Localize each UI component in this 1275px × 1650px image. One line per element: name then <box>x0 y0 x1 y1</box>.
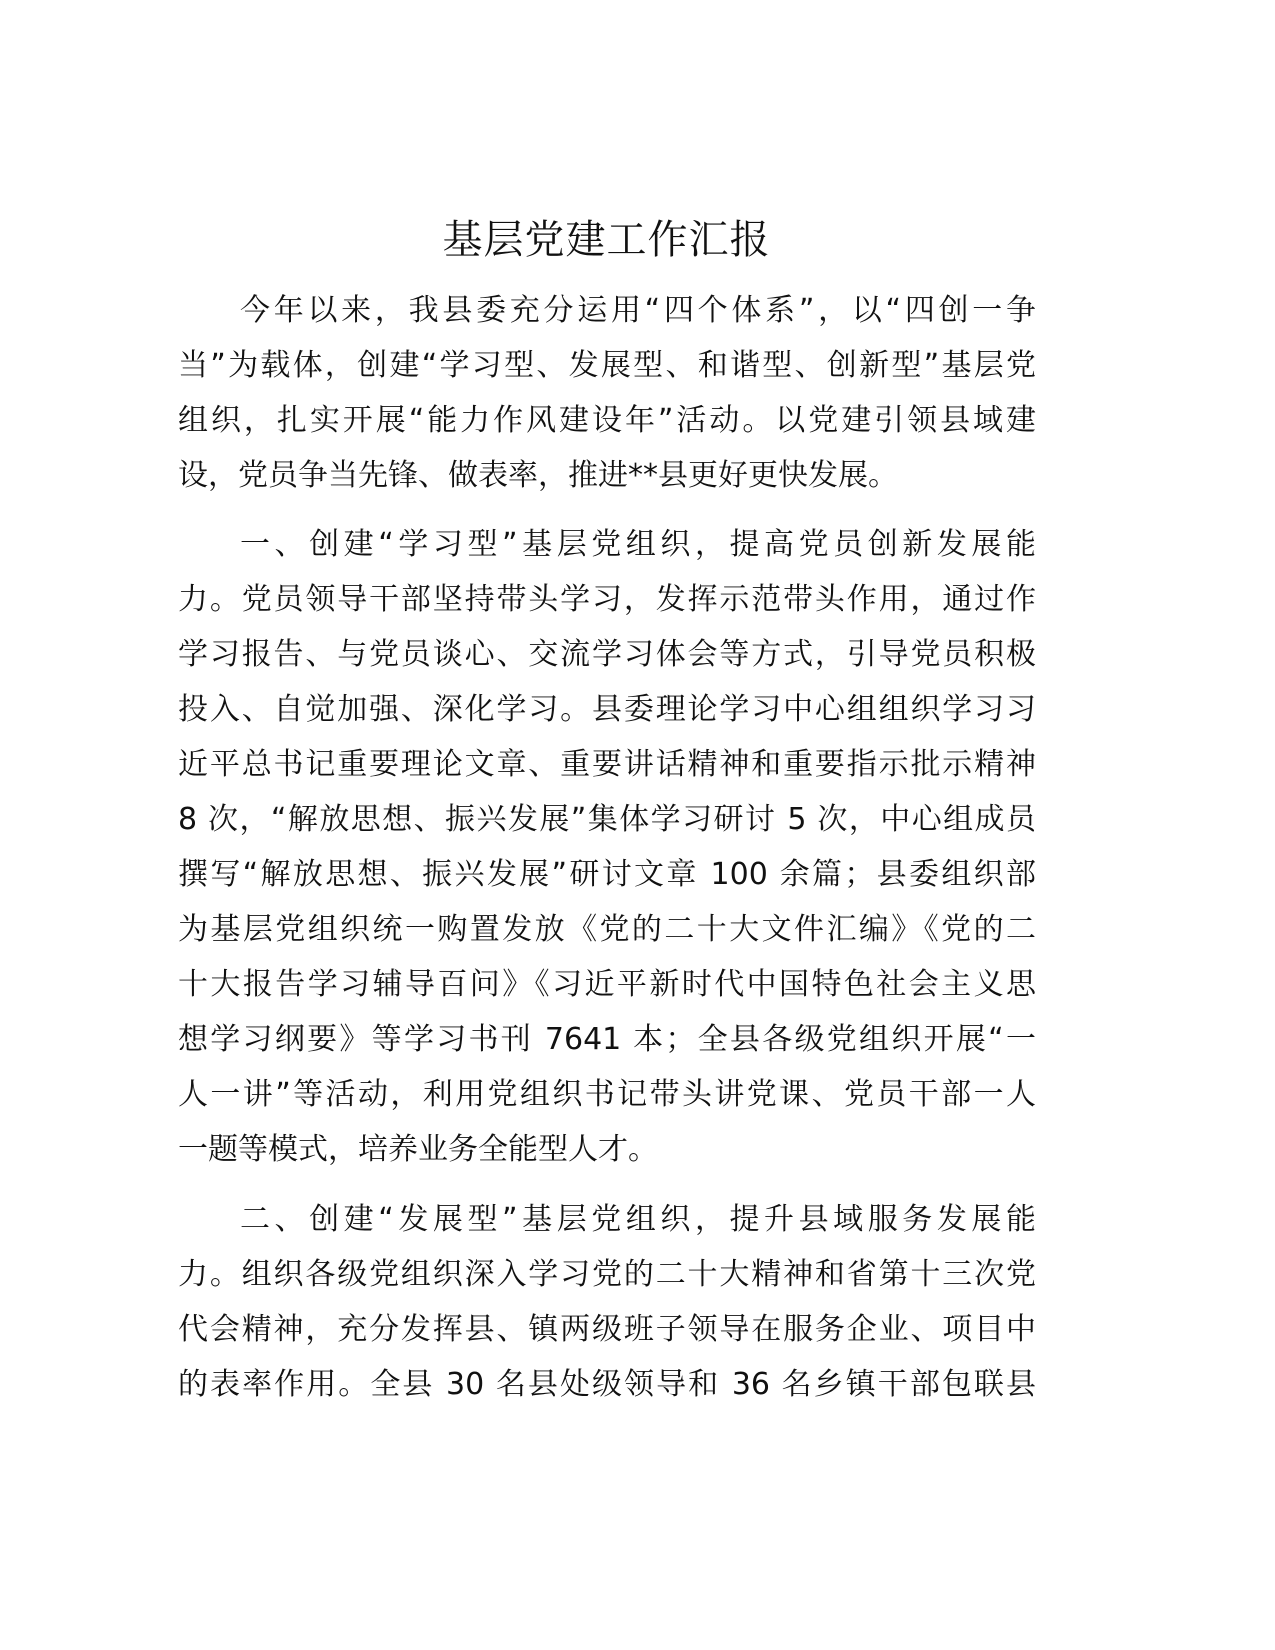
paragraph-section-1 <box>178 517 1036 1177</box>
text-line: 当”为载体，创建“学习型、发展型、和谐型、创新型”基层党 <box>178 348 1036 383</box>
text-line: 力。党员领导干部坚持带头学习，发挥示范带头作用，通过作 <box>178 582 1036 617</box>
text-line: 组织，扎实开展“能力作风建设年”活动。以党建引领县域建 <box>178 403 1036 438</box>
text-line: 投入、自觉加强、深化学习。县委理论学习中心组组织学习习 <box>178 692 1036 727</box>
text-line: 近平总书记重要理论文章、重要讲话精神和重要指示批示精神 <box>178 747 1036 782</box>
text-line: 一、创建“学习型”基层党组织，提高党员创新发展能 <box>240 527 1036 562</box>
paragraph-section-2 <box>178 1192 1036 1412</box>
text-line: 力。组织各级党组织深入学习党的二十大精神和省第十三次党 <box>178 1257 1036 1292</box>
text-line: 人一讲”等活动，利用党组织书记带头讲党课、党员干部一人 <box>178 1077 1036 1112</box>
document-title: 基层党建工作汇报 <box>442 217 771 263</box>
text-line: 一题等模式，培养业务全能型人才。 <box>178 1132 658 1167</box>
text-line: 想学习纲要》等学习书刊 7641 本；全县各级党组织开展“一 <box>178 1022 1036 1057</box>
text-line: 代会精神，充分发挥县、镇两级班子领导在服务企业、项目中 <box>178 1312 1036 1347</box>
text-line: 学习报告、与党员谈心、交流学习体会等方式，引导党员积极 <box>178 637 1036 672</box>
text-line: 为基层党组织统一购置发放《党的二十大文件汇编》《党的二 <box>178 912 1036 947</box>
text-line: 二、创建“发展型”基层党组织，提升县域服务发展能 <box>240 1202 1036 1237</box>
text-line: 设，党员争当先锋、做表率，推进**县更好更快发展。 <box>178 458 898 493</box>
text-line: 今年以来，我县委充分运用“四个体系”，以“四创一争 <box>240 293 1036 328</box>
text-line: 8 次，“解放思想、振兴发展”集体学习研讨 5 次，中心组成员 <box>178 802 1036 837</box>
text-line: 十大报告学习辅导百问》《习近平新时代中国特色社会主义思 <box>178 967 1036 1002</box>
text-line: 撰写“解放思想、振兴发展”研讨文章 100 余篇；县委组织部 <box>178 857 1036 892</box>
text-line: 的表率作用。全县 30 名县处级领导和 36 名乡镇干部包联县 <box>178 1367 1036 1402</box>
paragraph-intro <box>178 283 1036 503</box>
